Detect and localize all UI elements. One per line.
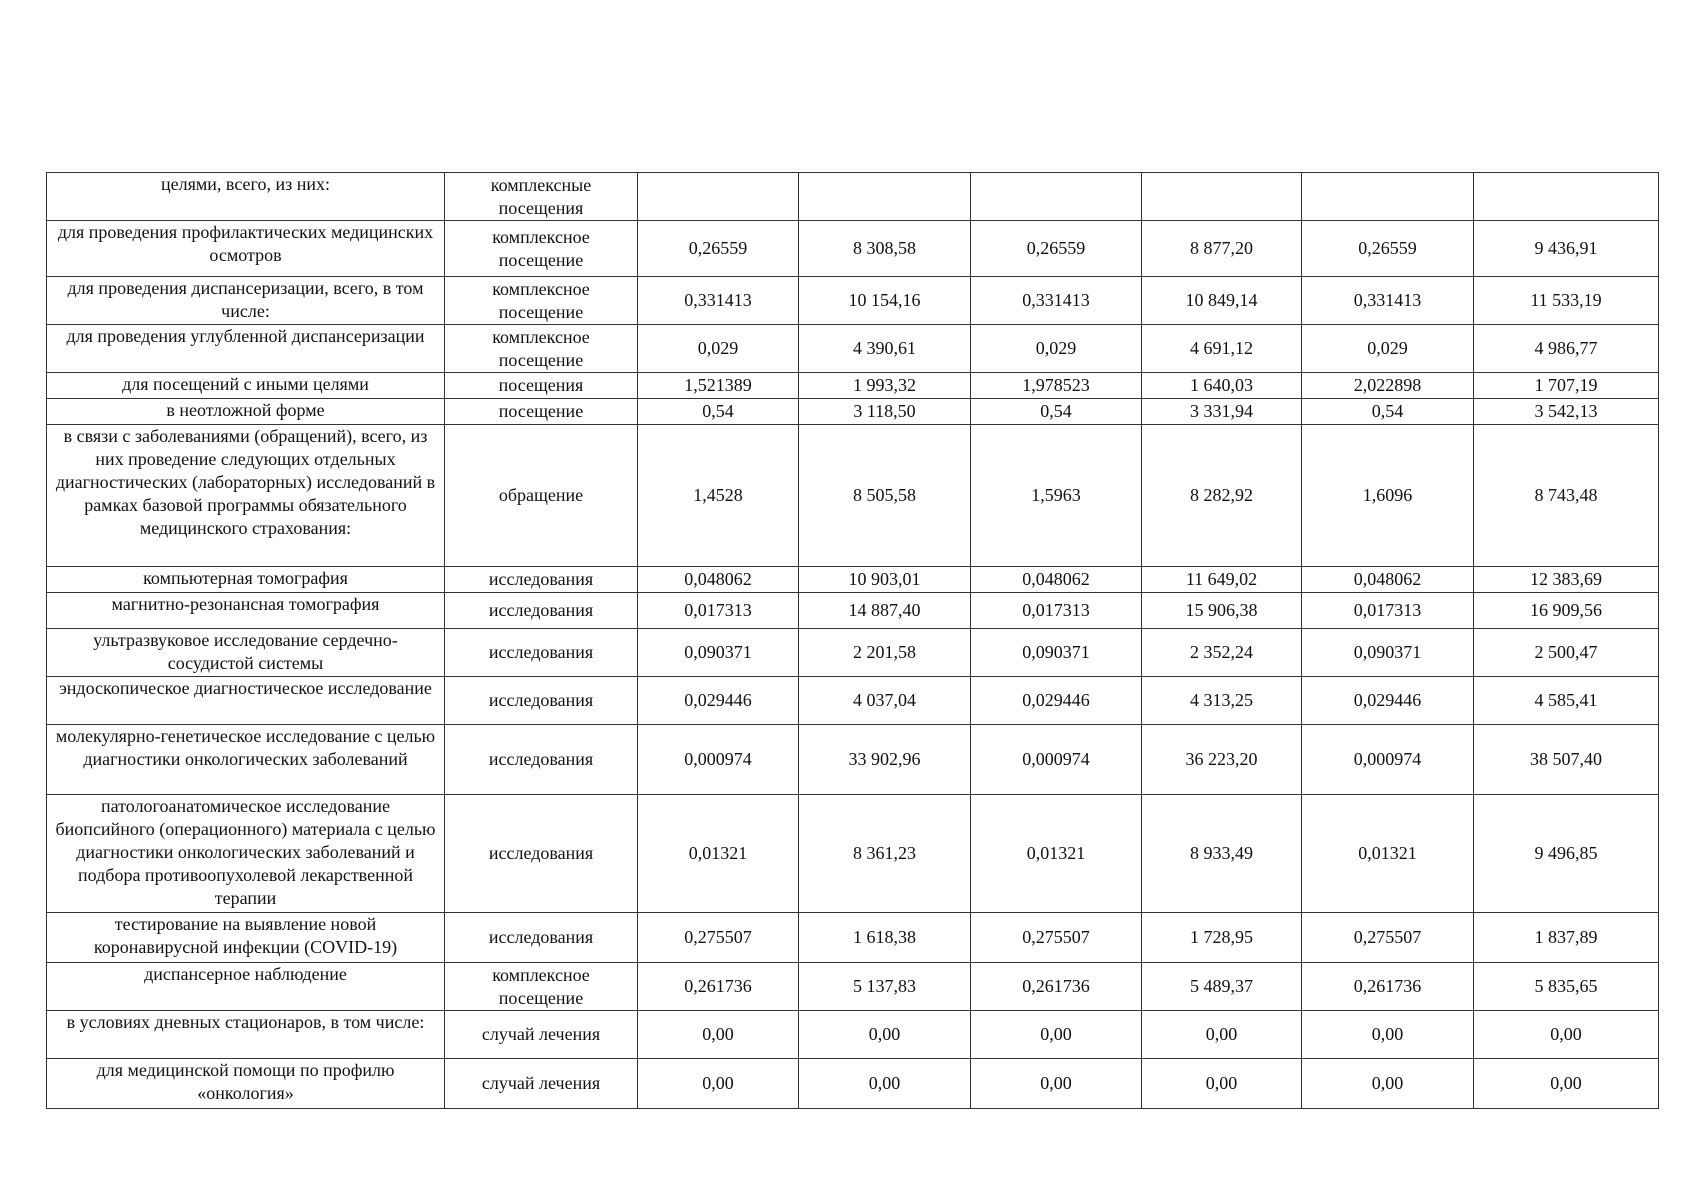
value-cell: 0,00 [1474, 1059, 1659, 1109]
value-cell: 1 707,19 [1474, 373, 1659, 399]
value-cell: 4 037,04 [799, 677, 971, 725]
row-unit-cell: посещения [445, 373, 638, 399]
value-cell: 1 837,89 [1474, 913, 1659, 963]
row-name-cell: магнитно-резонансная томография [47, 593, 445, 629]
value-cell: 10 849,14 [1142, 277, 1302, 325]
table-row [47, 725, 1659, 795]
value-cell: 1,6096 [1302, 425, 1474, 567]
row-name-cell: для проведения углубленной диспансеризации [47, 325, 445, 373]
row-name-cell: в связи с заболеваниями (обращений), всего, из них проведение следующих отдельных диагностических (лабораторных) исследований в рамках базовой программы обязательного медицинского страхования: [47, 425, 445, 567]
value-cell: 4 986,77 [1474, 325, 1659, 373]
value-cell [799, 173, 971, 221]
value-cell: 4 585,41 [1474, 677, 1659, 725]
value-cell: 0,275507 [1302, 913, 1474, 963]
table-row [47, 325, 1659, 373]
value-cell: 14 887,40 [799, 593, 971, 629]
row-name-cell: молекулярно-генетическое исследование с целью диагностики онкологических заболеваний [47, 725, 445, 795]
row-unit-cell: комплексное посещение [445, 963, 638, 1011]
value-cell: 0,26559 [638, 221, 799, 277]
table-row [47, 373, 1659, 399]
value-cell: 0,029446 [638, 677, 799, 725]
value-cell: 1,521389 [638, 373, 799, 399]
value-cell: 4 390,61 [799, 325, 971, 373]
row-name-cell: ультразвуковое исследование сердечно-сосудистой системы [47, 629, 445, 677]
value-cell: 0,54 [971, 399, 1142, 425]
value-cell: 36 223,20 [1142, 725, 1302, 795]
row-name-cell: эндоскопическое диагностическое исследование [47, 677, 445, 725]
row-unit-cell: случай лечения [445, 1011, 638, 1059]
table-row [47, 629, 1659, 677]
row-name-cell: для посещений с иными целями [47, 373, 445, 399]
row-unit-cell: комплексные посещения [445, 173, 638, 221]
value-cell: 0,261736 [1302, 963, 1474, 1011]
table-row [47, 913, 1659, 963]
table-row [47, 173, 1659, 221]
value-cell: 0,029446 [971, 677, 1142, 725]
value-cell: 0,048062 [638, 567, 799, 593]
row-name-cell: компьютерная томография [47, 567, 445, 593]
value-cell: 0,000974 [638, 725, 799, 795]
table-row [47, 277, 1659, 325]
value-cell: 0,029 [638, 325, 799, 373]
row-name-cell: в условиях дневных стационаров, в том числе: [47, 1011, 445, 1059]
row-unit-cell: комплексное посещение [445, 277, 638, 325]
value-cell: 8 361,23 [799, 795, 971, 913]
value-cell: 3 542,13 [1474, 399, 1659, 425]
value-cell: 11 649,02 [1142, 567, 1302, 593]
value-cell: 0,00 [1474, 1011, 1659, 1059]
value-cell: 1 618,38 [799, 913, 971, 963]
value-cell: 4 691,12 [1142, 325, 1302, 373]
value-cell: 1 993,32 [799, 373, 971, 399]
value-cell: 0,00 [1302, 1059, 1474, 1109]
row-unit-cell: посещение [445, 399, 638, 425]
table-row [47, 795, 1659, 913]
value-cell: 8 282,92 [1142, 425, 1302, 567]
value-cell: 2 201,58 [799, 629, 971, 677]
value-cell: 0,00 [1142, 1011, 1302, 1059]
value-cell: 0,029446 [1302, 677, 1474, 725]
value-cell: 0,090371 [1302, 629, 1474, 677]
value-cell: 0,00 [971, 1011, 1142, 1059]
value-cell: 10 903,01 [799, 567, 971, 593]
value-cell: 0,017313 [1302, 593, 1474, 629]
value-cell: 8 933,49 [1142, 795, 1302, 913]
norms-table [46, 172, 1659, 1109]
row-unit-cell: исследования [445, 593, 638, 629]
row-unit-cell: исследования [445, 913, 638, 963]
value-cell: 1,978523 [971, 373, 1142, 399]
value-cell: 12 383,69 [1474, 567, 1659, 593]
value-cell: 5 137,83 [799, 963, 971, 1011]
value-cell: 0,01321 [971, 795, 1142, 913]
table-row [47, 963, 1659, 1011]
value-cell: 2 500,47 [1474, 629, 1659, 677]
value-cell: 1,5963 [971, 425, 1142, 567]
row-unit-cell: обращение [445, 425, 638, 567]
row-name-cell: для проведения диспансеризации, всего, в том числе: [47, 277, 445, 325]
value-cell: 0,029 [1302, 325, 1474, 373]
value-cell: 0,00 [971, 1059, 1142, 1109]
table-row [47, 399, 1659, 425]
value-cell: 10 154,16 [799, 277, 971, 325]
value-cell: 0,00 [799, 1011, 971, 1059]
row-unit-cell: комплексное посещение [445, 325, 638, 373]
value-cell: 9 496,85 [1474, 795, 1659, 913]
value-cell: 0,01321 [1302, 795, 1474, 913]
value-cell: 1,4528 [638, 425, 799, 567]
row-name-cell: для медицинской помощи по профилю «онкология» [47, 1059, 445, 1109]
row-unit-cell: случай лечения [445, 1059, 638, 1109]
table-row [47, 1011, 1659, 1059]
value-cell [1302, 173, 1474, 221]
value-cell: 33 902,96 [799, 725, 971, 795]
value-cell: 0,54 [638, 399, 799, 425]
value-cell: 11 533,19 [1474, 277, 1659, 325]
value-cell: 0,275507 [638, 913, 799, 963]
table-row [47, 567, 1659, 593]
value-cell: 16 909,56 [1474, 593, 1659, 629]
value-cell: 8 505,58 [799, 425, 971, 567]
value-cell: 0,331413 [638, 277, 799, 325]
value-cell: 0,017313 [971, 593, 1142, 629]
row-name-cell: целями, всего, из них: [47, 173, 445, 221]
value-cell: 8 743,48 [1474, 425, 1659, 567]
value-cell: 0,090371 [971, 629, 1142, 677]
value-cell: 9 436,91 [1474, 221, 1659, 277]
row-unit-cell: исследования [445, 725, 638, 795]
value-cell [971, 173, 1142, 221]
value-cell [1142, 173, 1302, 221]
value-cell: 15 906,38 [1142, 593, 1302, 629]
value-cell: 0,26559 [1302, 221, 1474, 277]
table-row [47, 425, 1659, 567]
value-cell: 0,331413 [971, 277, 1142, 325]
value-cell: 0,000974 [1302, 725, 1474, 795]
value-cell: 0,017313 [638, 593, 799, 629]
row-name-cell: патологоанатомическое исследование биопсийного (операционного) материала с целью диагностики онкологических заболеваний и подбора противоопухолевой лекарственной терапии [47, 795, 445, 913]
value-cell: 0,54 [1302, 399, 1474, 425]
value-cell: 8 877,20 [1142, 221, 1302, 277]
value-cell: 0,26559 [971, 221, 1142, 277]
value-cell: 0,261736 [638, 963, 799, 1011]
row-unit-cell: комплексное посещение [445, 221, 638, 277]
value-cell [1474, 173, 1659, 221]
row-name-cell: для проведения профилактических медицинских осмотров [47, 221, 445, 277]
value-cell: 0,048062 [1302, 567, 1474, 593]
table-row [47, 593, 1659, 629]
row-unit-cell: исследования [445, 567, 638, 593]
row-unit-cell: исследования [445, 795, 638, 913]
value-cell: 2,022898 [1302, 373, 1474, 399]
row-unit-cell: исследования [445, 677, 638, 725]
value-cell: 1 728,95 [1142, 913, 1302, 963]
row-name-cell: диспансерное наблюдение [47, 963, 445, 1011]
value-cell: 5 489,37 [1142, 963, 1302, 1011]
value-cell: 0,00 [1142, 1059, 1302, 1109]
row-unit-cell: исследования [445, 629, 638, 677]
value-cell: 0,275507 [971, 913, 1142, 963]
value-cell: 1 640,03 [1142, 373, 1302, 399]
value-cell: 0,261736 [971, 963, 1142, 1011]
value-cell: 38 507,40 [1474, 725, 1659, 795]
value-cell: 0,048062 [971, 567, 1142, 593]
value-cell: 8 308,58 [799, 221, 971, 277]
table-row [47, 1059, 1659, 1109]
value-cell: 0,00 [638, 1059, 799, 1109]
value-cell: 0,000974 [971, 725, 1142, 795]
value-cell: 0,00 [1302, 1011, 1474, 1059]
value-cell: 3 118,50 [799, 399, 971, 425]
value-cell: 0,029 [971, 325, 1142, 373]
row-name-cell: в неотложной форме [47, 399, 445, 425]
table-row [47, 221, 1659, 277]
row-name-cell: тестирование на выявление новой коронавирусной инфекции (COVID-19) [47, 913, 445, 963]
value-cell: 5 835,65 [1474, 963, 1659, 1011]
value-cell: 3 331,94 [1142, 399, 1302, 425]
value-cell: 0,00 [799, 1059, 971, 1109]
value-cell: 0,090371 [638, 629, 799, 677]
value-cell: 2 352,24 [1142, 629, 1302, 677]
value-cell: 4 313,25 [1142, 677, 1302, 725]
table-body [47, 173, 1659, 1109]
value-cell: 0,00 [638, 1011, 799, 1059]
table-row [47, 677, 1659, 725]
value-cell: 0,01321 [638, 795, 799, 913]
value-cell: 0,331413 [1302, 277, 1474, 325]
value-cell [638, 173, 799, 221]
